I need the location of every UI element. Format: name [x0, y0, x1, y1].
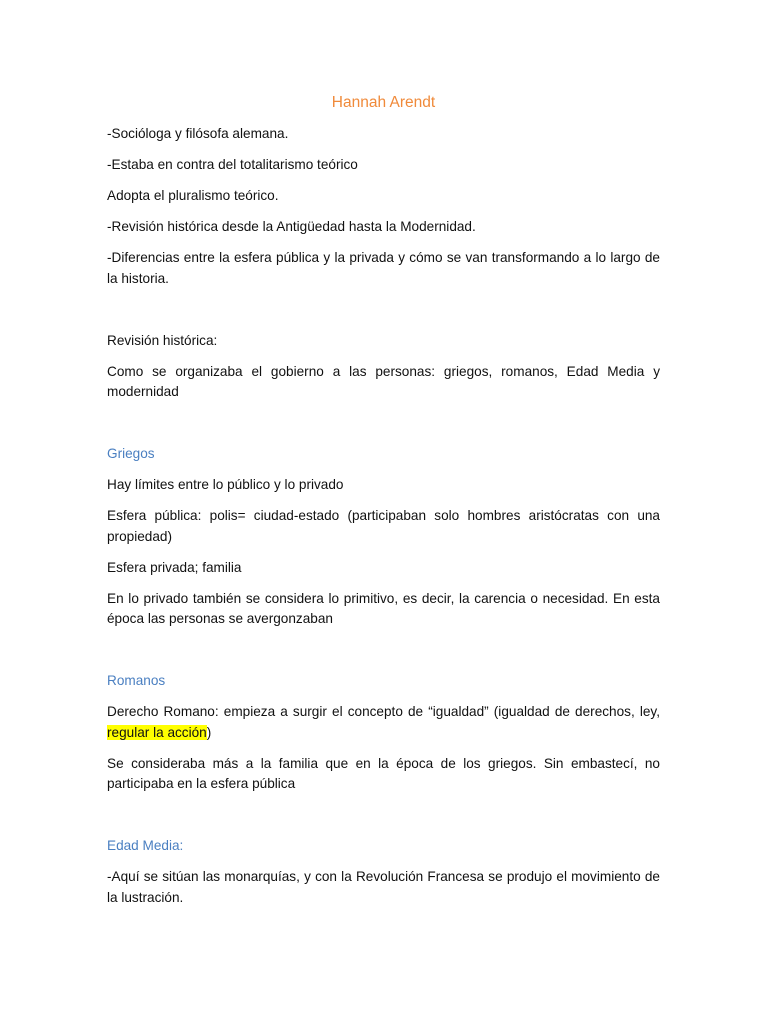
revision-heading: Revisión histórica: — [107, 332, 218, 348]
section-heading-edad-media: Edad Media: — [107, 838, 184, 854]
intro-line: -Revisión histórica desde la Antigüedad hasta la Modernidad. — [107, 218, 476, 234]
romanos-derecho-line — [107, 702, 660, 743]
intro-line: -Estaba en contra del totalitarismo teórico — [107, 156, 358, 172]
intro-line: -Diferencias entre la esfera pública y la privada y cómo se van transformando a lo largo de la historia. — [107, 249, 660, 286]
spacer — [107, 805, 660, 836]
section-heading-griegos: Griegos — [107, 446, 155, 462]
griegos-line: Hay límites entre lo público y lo privado — [107, 477, 344, 493]
intro-line: -Socióloga y filósofa alemana. — [107, 126, 289, 141]
spacer — [107, 640, 660, 671]
document-page — [107, 92, 660, 919]
document-title: Hannah Arendt — [331, 94, 436, 111]
revision-line: Como se organizaba el gobierno a las personas: griegos, romanos, Edad Media y modernidad — [107, 363, 660, 400]
griegos-line: En lo privado también se considera lo primitivo, es decir, la carencia o necesidad. En esta época las personas se avergonzaban — [107, 590, 660, 627]
intro-line: Adopta el pluralismo teórico. — [107, 187, 279, 203]
section-heading-romanos: Romanos — [107, 673, 166, 689]
romanos-line: Se consideraba más a la familia que en la época de los griegos. Sin embastecí, no participaba en la esfera pública — [107, 755, 660, 792]
derecho-text-end: ) — [206, 724, 212, 740]
edad-media-line: -Aquí se sitúan las monarquías, y con la Revolución Francesa se produjo el movimiento de la lustración. — [107, 869, 660, 905]
spacer — [107, 300, 660, 331]
griegos-line: Esfera privada; familia — [107, 559, 242, 575]
griegos-line: Esfera pública: polis= ciudad-estado (participaban solo hombres aristócratas con una propiedad) — [107, 508, 660, 544]
derecho-text: Derecho Romano: empieza a surgir el concepto de “igualdad” (igualdad de derechos, ley, — [107, 704, 660, 720]
spacer — [107, 413, 660, 444]
highlighted-text: regular la acción — [107, 724, 207, 740]
